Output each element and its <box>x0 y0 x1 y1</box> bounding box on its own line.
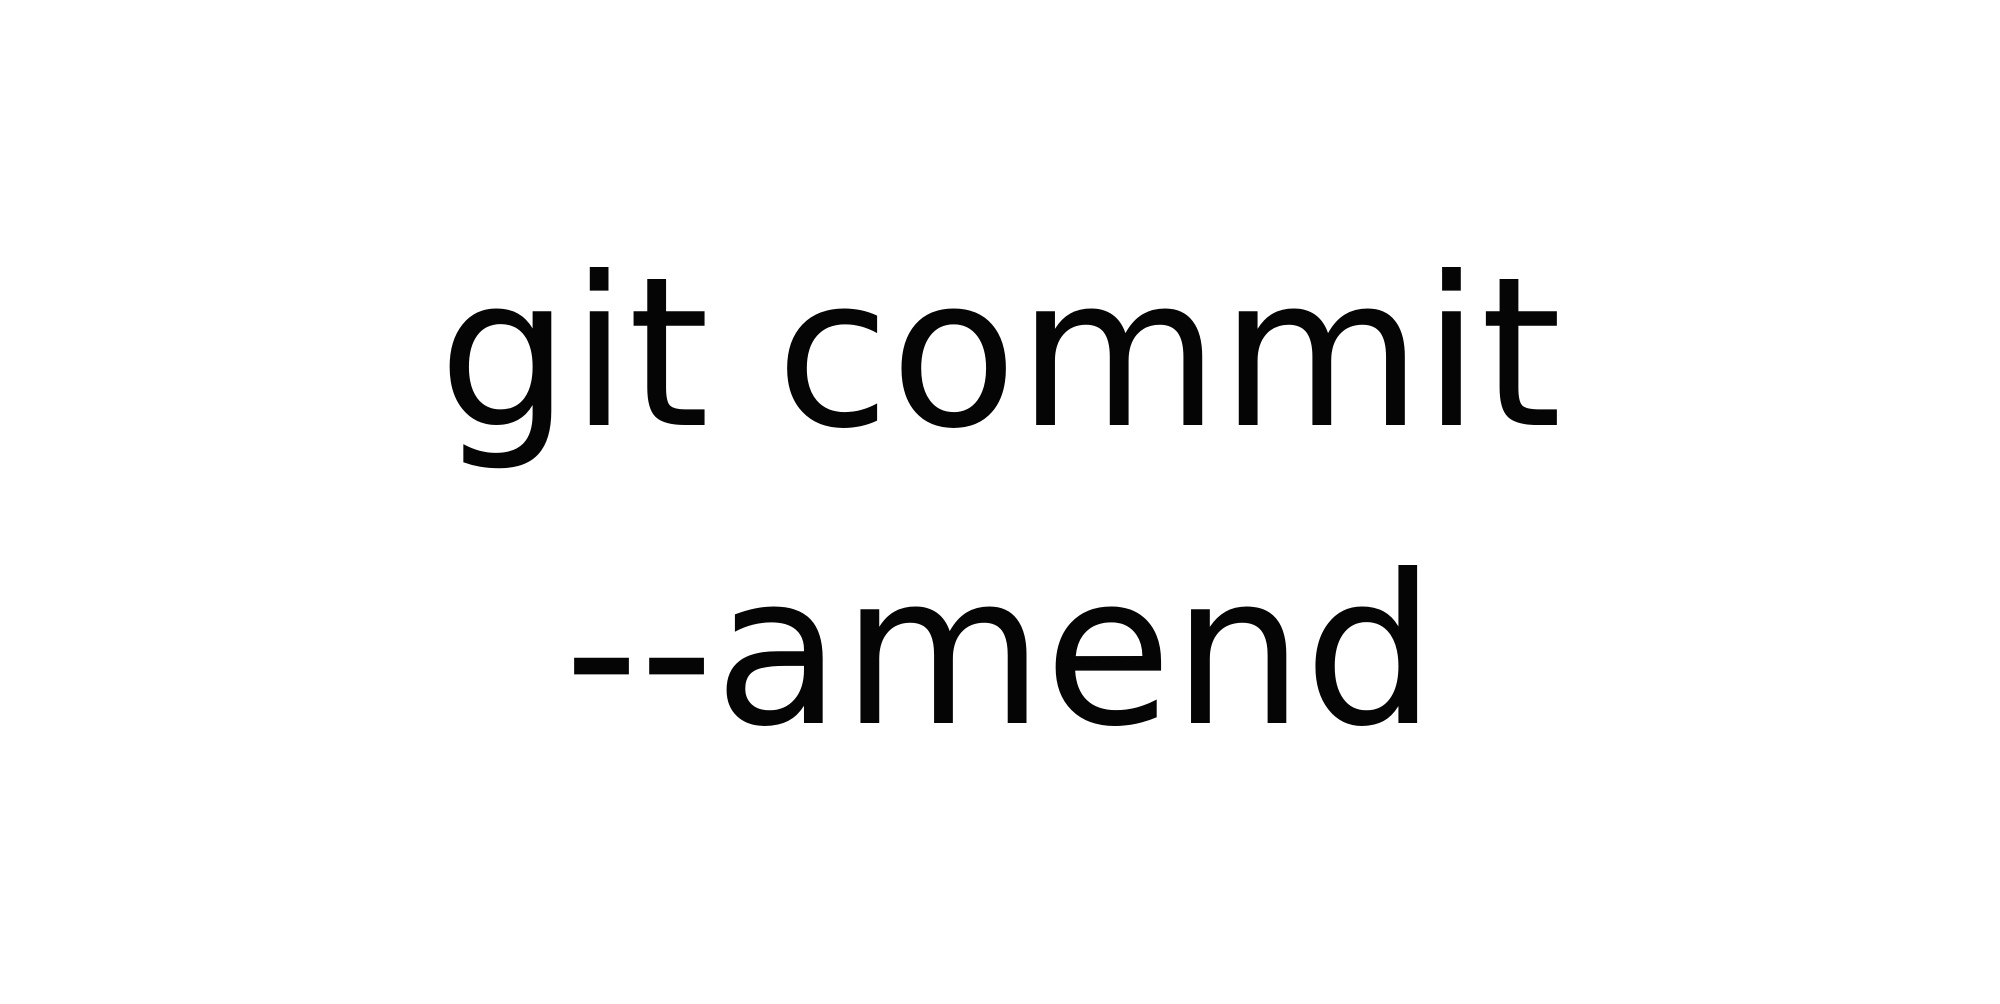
command-text <box>0 205 2000 801</box>
command-line-1: git commit <box>438 233 1562 475</box>
command-line-2: --amend <box>563 531 1436 773</box>
